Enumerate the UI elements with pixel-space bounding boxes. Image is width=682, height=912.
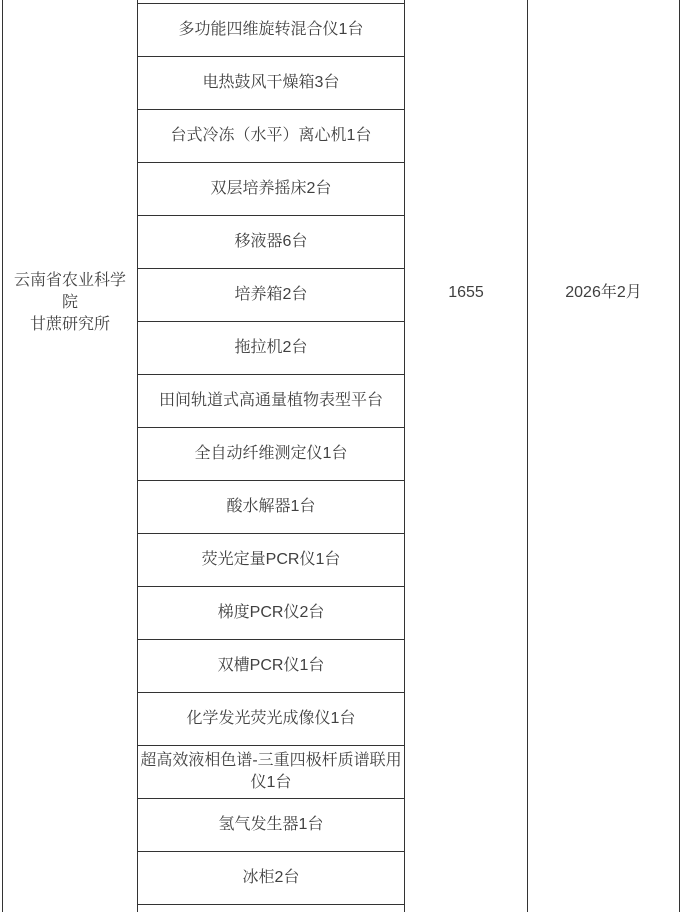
equipment-row: 台式冷冻（水平）离心机1台 [138, 110, 404, 163]
equipment-row: 双层培养摇床2台 [138, 163, 404, 216]
equipment-column [137, 0, 404, 912]
partial-row-bottom [138, 905, 404, 912]
equipment-row: 超高效液相色谱-三重四极杆质谱联用仪1台 [138, 746, 404, 799]
equipment-row: 培养箱2台 [138, 269, 404, 322]
equipment-row: 冰柜2台 [138, 852, 404, 905]
date-cell: 2026年2月 [565, 284, 642, 301]
equipment-row: 化学发光荧光成像仪1台 [138, 693, 404, 746]
equipment-row: 移液器6台 [138, 216, 404, 269]
amount-cell: 1655 [448, 284, 484, 301]
date-column [527, 0, 680, 912]
equipment-row: 酸水解器1台 [138, 481, 404, 534]
institution-cell [3, 0, 137, 336]
equipment-row: 全自动纤维测定仪1台 [138, 428, 404, 481]
equipment-row: 田间轨道式高通量植物表型平台 [138, 375, 404, 428]
equipment-rows [138, 4, 404, 905]
equipment-row: 梯度PCR仪2台 [138, 587, 404, 640]
institution-name-line1: 云南省农业科学院 [13, 272, 126, 311]
institution-name-line2: 甘蔗研究所 [29, 316, 110, 333]
amount-column [404, 0, 527, 912]
institution-column [2, 0, 137, 912]
equipment-row: 拖拉机2台 [138, 322, 404, 375]
equipment-row: 荧光定量PCR仪1台 [138, 534, 404, 587]
equipment-row: 双槽PCR仪1台 [138, 640, 404, 693]
procurement-table-fragment [2, 0, 680, 912]
equipment-row: 电热鼓风干燥箱3台 [138, 57, 404, 110]
equipment-row: 氢气发生器1台 [138, 799, 404, 852]
equipment-row: 多功能四维旋转混合仪1台 [138, 4, 404, 57]
